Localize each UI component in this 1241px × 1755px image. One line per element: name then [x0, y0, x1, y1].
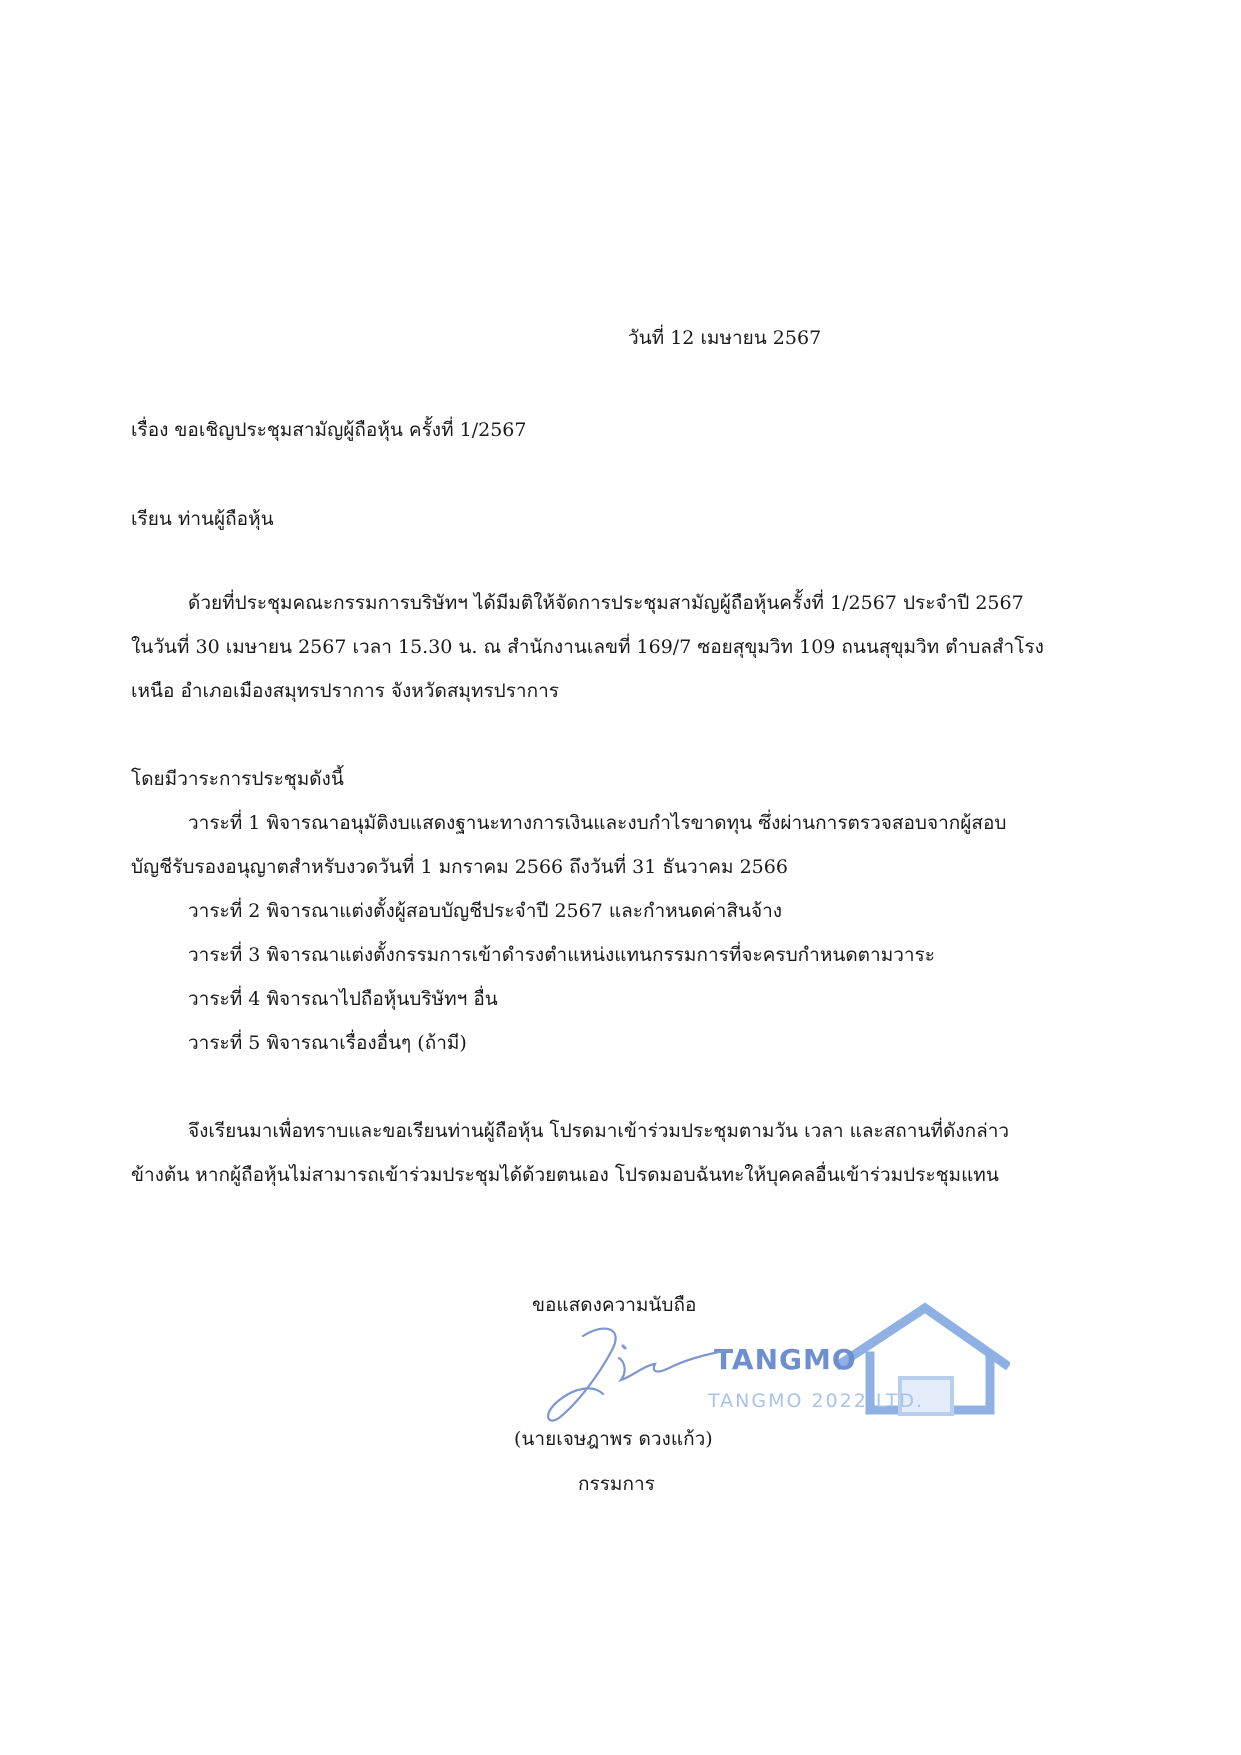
agenda-intro: โดยมีวาระการประชุมดังนี้ — [131, 768, 344, 790]
signer-title: กรรมการ — [578, 1473, 655, 1495]
letter-subject: เรื่อง ขอเชิญประชุมสามัญผู้ถือหุ้น ครั้งที่ 1/2567 — [131, 419, 527, 441]
signer-name: (นายเจษฎาพร ดวงแก้ว) — [514, 1428, 713, 1450]
paragraph-line: ในวันที่ 30 เมษายน 2567 เวลา 15.30 น. ณ สำนักงานเลขที่ 169/7 ซอยสุขุมวิท 109 ถนนสุขุมวิท ตำบลสำโรง — [131, 636, 1044, 658]
closing-regards: ขอแสดงความนับถือ — [532, 1294, 697, 1316]
closing-line: จึงเรียนมาเพื่อทราบและขอเรียนท่านผู้ถือหุ้น โปรดมาเข้าร่วมประชุมตามวัน เวลา และสถานที่ดังกล่าว — [188, 1120, 1010, 1142]
agenda-item-4: วาระที่ 4 พิจารณาไปถือหุ้นบริษัทฯ อื่น — [188, 988, 498, 1010]
agenda-item-5: วาระที่ 5 พิจารณาเรื่องอื่นๆ (ถ้ามี) — [188, 1032, 467, 1054]
letter-salutation: เรียน ท่านผู้ถือหุ้น — [131, 508, 274, 530]
agenda-item-3: วาระที่ 3 พิจารณาแต่งตั้งกรรมการเข้าดำรงตำแหน่งแทนกรรมการที่จะครบกำหนดตามวาระ — [188, 944, 935, 966]
stamp-company-fullname: TANGMO 2022 LTD. — [708, 1390, 925, 1412]
letter-date: วันที่ 12 เมษายน 2567 — [628, 327, 822, 349]
closing-line: ข้างต้น หากผู้ถือหุ้นไม่สามารถเข้าร่วมประชุมได้ด้วยตนเอง โปรดมอบฉันทะให้บุคคลอื่นเข้าร่วมประชุมแทน — [131, 1164, 999, 1186]
paragraph-line: ด้วยที่ประชุมคณะกรรมการบริษัทฯ ได้มีมติให้จัดการประชุมสามัญผู้ถือหุ้นครั้งที่ 1/2567 ประจำปี 2567 — [188, 592, 1024, 614]
signature-mark — [545, 1318, 730, 1428]
stamp-company-name: TANGMO — [714, 1343, 857, 1376]
agenda-item-1: วาระที่ 1 พิจารณาอนุมัติงบแสดงฐานะทางการเงินและงบกำไรขาดทุน ซึ่งผ่านการตรวจสอบจากผู้สอบ — [188, 812, 1007, 834]
agenda-item-1-continued: บัญชีรับรองอนุญาตสำหรับงวดวันที่ 1 มกราคม 2566 ถึงวันที่ 31 ธันวาคม 2566 — [131, 856, 788, 878]
agenda-item-2: วาระที่ 2 พิจารณาแต่งตั้งผู้สอบบัญชีประจำปี 2567 และกำหนดค่าสินจ้าง — [188, 900, 783, 922]
paragraph-line: เหนือ อำเภอเมืองสมุทรปราการ จังหวัดสมุทรปราการ — [131, 680, 559, 702]
